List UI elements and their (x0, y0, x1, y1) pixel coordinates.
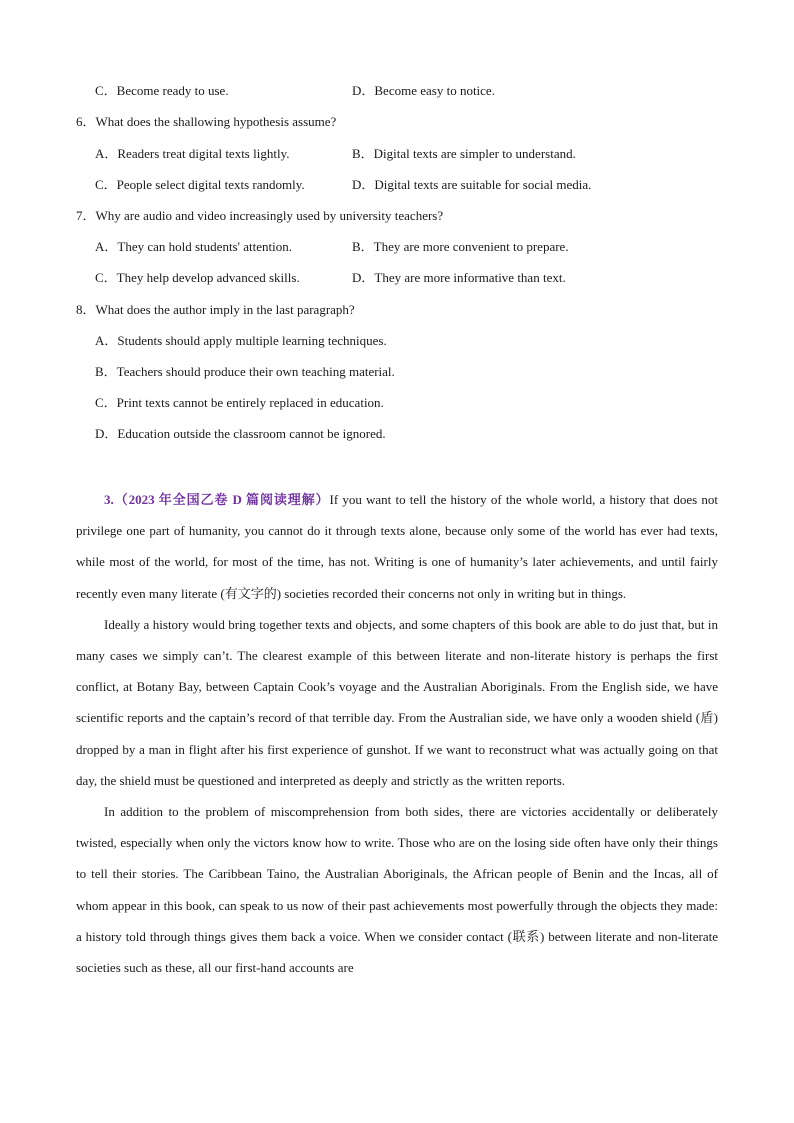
q6-option-d: D．Digital texts are suitable for social media. (352, 177, 592, 192)
q6-option-b: B．Digital texts are simpler to understand. (352, 146, 576, 161)
q6-option-a: A．Readers treat digital texts lightly. (95, 146, 290, 161)
q7-option-d: D．They are more informative than text. (352, 270, 566, 285)
q6-option-c: C．People select digital texts randomly. (95, 177, 305, 192)
q6-question: 6．What does the shallowing hypothesis assume? (76, 114, 337, 129)
q7-question: 7．Why are audio and video increasingly used by university teachers? (76, 208, 444, 223)
q5-option-d: D．Become easy to notice. (352, 83, 495, 98)
q7-option-c: C．They help develop advanced skills. (95, 270, 300, 285)
q8-option-c: C．Print texts cannot be entirely replaced in education. (95, 395, 384, 410)
reading-passage-3 (76, 484, 718, 983)
passage-paragraph-2: Ideally a history would bring together texts and objects, and some chapters of this book are able to do just that, but in many cases we simply can’t. The clearest example of this between literate and non-literate history is perhaps the first conflict, at Botany Bay, between Captain Cook’s voyage and the Australian Aboriginals. From the English side, we have scientific reports and the captain’s record of that terrible day. From the Australian side, we have only a wooden shield (盾) dropped by a man in flight after his first experience of gunshot. If we want to reconstruct what was actually going on that day, the shield must be questioned and interpreted as deeply and strictly as the written reports. (76, 616, 718, 788)
paragraph-1-text: If you want to tell the history of the whole world, a history that does not privilege one part of humanity, you cannot do it through texts alone, because only some of the world has ever had texts, while most of the world, for most of the time, has not. Writing is one of humanity’s later achievements, and until fairly recently even many literate (有文字的) societies recorded their concerns not only in writing but in things. (76, 492, 719, 601)
q7-option-a: A．They can hold students' attention. (95, 239, 292, 254)
passage-paragraph-1 (76, 484, 718, 609)
q8-option-d: D．Education outside the classroom cannot be ignored. (95, 426, 386, 441)
source-tag: 3.（2023 年全国乙卷 D 篇阅读理解） (104, 492, 330, 507)
q8-option-b: B．Teachers should produce their own teaching material. (95, 364, 395, 379)
passage-paragraph-3: In addition to the problem of miscomprehension from both sides, there are victories accidentally or deliberately twisted, especially when only the victors know how to write. Those who are on the losing side often have only their things to tell their stories. The Caribbean Taino, the Australian Aboriginals, the African people of Benin and the Incas, all of whom appear in this book, can speak to us now of their past achievements most powerfully through the objects they made: a history told through things gives them back a voice. When we consider contact (联系) between literate and non-literate societies such as these, all our first-hand accounts are (76, 804, 718, 976)
q8-question: 8．What does the author imply in the last paragraph? (76, 302, 355, 317)
q5-option-c: C．Become ready to use. (95, 83, 229, 98)
q8-option-a: A．Students should apply multiple learning techniques. (95, 333, 387, 348)
q7-option-b: B．They are more convenient to prepare. (352, 239, 569, 254)
